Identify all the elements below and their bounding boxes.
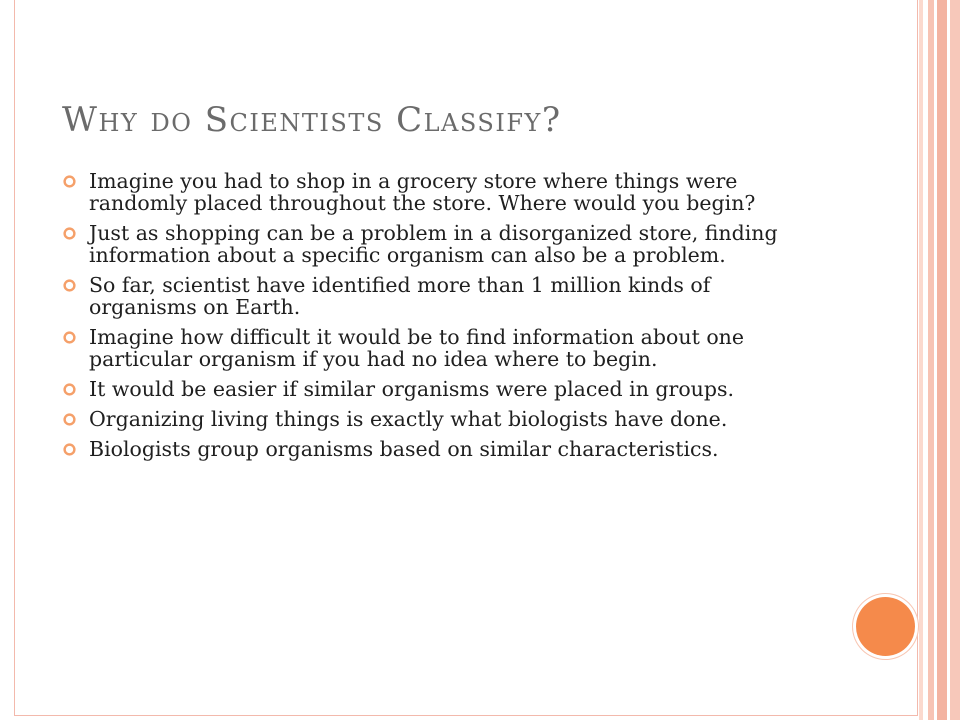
bullet-text: It would be easier if similar organisms were placed in groups. (89, 377, 735, 401)
orange-ring-bullet-icon (62, 382, 77, 397)
orange-ring-bullet-icon (62, 174, 77, 189)
orange-ring-bullet-icon (62, 226, 77, 241)
bullet-text: Imagine how difficult it would be to find information about one particular organism if you had no idea where to begin. (89, 325, 744, 371)
bullet-item (62, 274, 822, 318)
bullet-item (62, 326, 822, 370)
decorative-circle (856, 597, 915, 656)
bullet-item (62, 438, 822, 460)
bullet-text: Imagine you had to shop in a grocery store where things were randomly placed throughout the store. Where would you begin? (89, 169, 756, 215)
decorative-stripe (950, 0, 960, 720)
slide-title: Why do Scientists Classify? (62, 100, 562, 140)
bullet-text: Biologists group organisms based on similar characteristics. (89, 437, 719, 461)
bullet-item (62, 170, 822, 214)
bullet-item (62, 222, 822, 266)
orange-ring-bullet-icon (62, 330, 77, 345)
bullet-text: Organizing living things is exactly what biologists have done. (89, 407, 728, 431)
bullet-text: Just as shopping can be a problem in a disorganized store, finding information about a specific organism can also be a problem. (89, 221, 778, 267)
orange-ring-bullet-icon (62, 412, 77, 427)
bullet-text: So far, scientist have identified more than 1 million kinds of organisms on Earth. (89, 273, 711, 319)
orange-ring-bullet-icon (62, 278, 77, 293)
orange-ring-bullet-icon (62, 442, 77, 457)
bullet-list (62, 170, 822, 468)
bullet-item (62, 408, 822, 430)
bullet-item (62, 378, 822, 400)
decorative-stripe (937, 0, 947, 720)
